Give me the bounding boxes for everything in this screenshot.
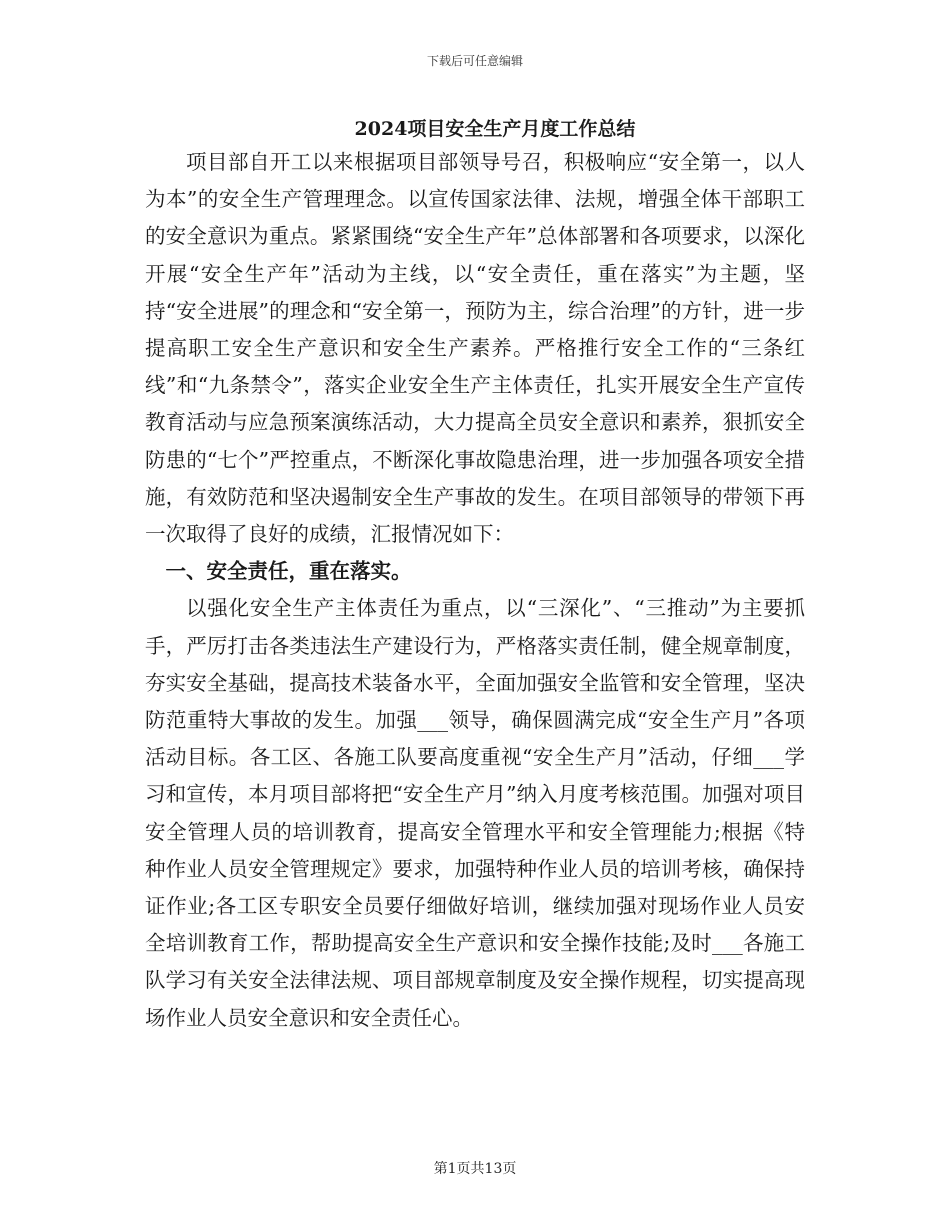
document-body xyxy=(145,144,805,1037)
intro-paragraph: 项目部自开工以来根据项目部领导号召，积极响应“安全第一，以人为本”的安全生产管理理念。以宣传国家法律、法规，增强全体干部职工的安全意识为重点。紧紧围绕“安全生产年”总体部署和各项要求，以深化开展“安全生产年”活动为主线，以“安全责任，重在落实”为主题，坚持“安全进展”的理念和“安全第一，预防为主，综合治理”的方针，进一步提高职工安全生产意识和安全生产素养。严格推行安全工作的“三条红线”和“九条禁令”，落实企业安全生产主体责任，扎实开展安全生产宣传教育活动与应急预案演练活动，大力提高全员安全意识和素养，狠抓安全防患的“七个”严控重点，不断深化事故隐患治理，进一步加强各项安全措施，有效防范和坚决遏制安全生产事故的发生。在项目部领导的带领下再一次取得了良好的成绩，汇报情况如下： xyxy=(145,150,805,547)
section-heading-1: 一、安全责任，重在落实。 xyxy=(165,559,412,584)
document-title: 2024项目安全生产月度工作总结 xyxy=(354,118,636,140)
section-1-paragraph: 以强化安全生产主体责任为重点，以“三深化”、“三推动”为主要抓手，严厉打击各类违法生产建设行为，严格落实责任制，健全规章制度，夯实安全基础，提高技术装备水平，全面加强安全监管和安全管理，坚决防范重特大事故的发生。加强___领导，确保圆满完成“安全生产月”各项活动目标。各工区、各施工队要高度重视“安全生产月”活动，仔细___学习和宣传，本月项目部将把“安全生产月”纳入月度考核范围。加强对项目安全管理人员的培训教育，提高安全管理水平和安全管理能力;根据《特种作业人员安全管理规定》要求，加强特种作业人员的培训考核，确保持证作业;各工区专职安全员要仔细做好培训，继续加强对现场作业人员安全培训教育工作，帮助提高安全生产意识和安全操作技能;及时___各施工队学习有关安全法律法规、项目部规章制度及安全操作规程，切实提高现场作业人员安全意识和安全责任心。 xyxy=(145,596,805,1030)
page-number: 第1页共13页 xyxy=(433,1161,517,1177)
download-note: 下载后可任意编辑 xyxy=(426,54,523,68)
